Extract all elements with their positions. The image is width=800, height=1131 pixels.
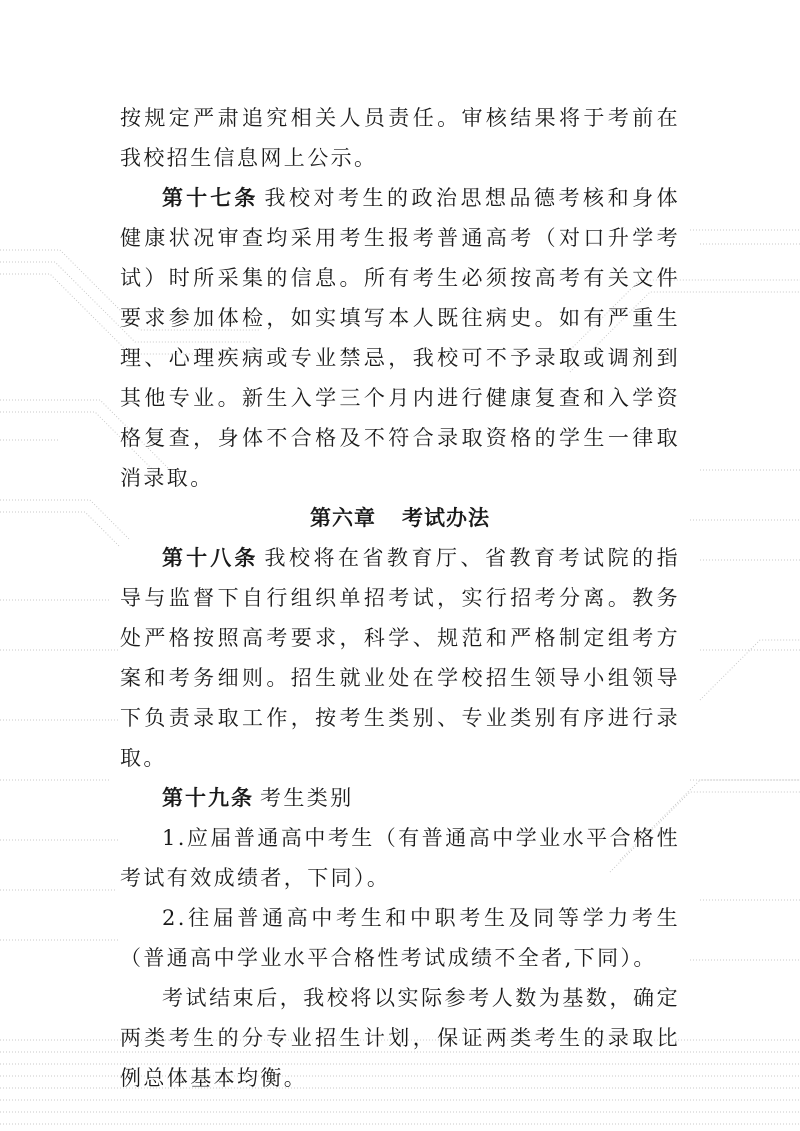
article-18 — [120, 538, 680, 778]
list-item-2: 2.往届普通高中考生和中职考生及同等学力考生（普通高中学业水平合格性考试成绩不全者,下同）。 — [120, 906, 680, 970]
continuation-paragraph: 按规定严肃追究相关人员责任。审核结果将于考前在我校招生信息网上公示。 — [120, 106, 680, 170]
article-18-text: 我校将在省教育厅、省教育考试院的指导与监督下自行组织单招考试，实行招考分离。教务处严格按照高考要求，科学、规范和严格制定组考方案和考务细则。招生就业处在学校招生领导小组领导下负责录取工作，按考生类别、专业类别有序进行录取。 — [120, 546, 680, 770]
article-17-label: 第十七条 — [162, 185, 259, 210]
chapter-number: 第六章 — [310, 505, 376, 530]
article-19-text: 考生类别 — [260, 786, 354, 810]
closing-paragraph: 考试结束后，我校将以实际参考人数为基数，确定两类考生的分专业招生计划，保证两类考生的录取比例总体基本均衡。 — [120, 986, 680, 1090]
article-18-label: 第十八条 — [162, 545, 259, 570]
list-item-1: 1.应届普通高中考生（有普通高中学业水平合格性考试有效成绩者，下同）。 — [120, 826, 680, 890]
article-17-text: 我校对考生的政治思想品德考核和身体健康状况审查均采用考生报考普通高考（对口升学考试）时所采集的信息。所有考生必须按高考有关文件要求参加体检，如实填写本人既往病史。如有严重生理、心理疾病或专业禁忌，我校可不予录取或调剂到其他专业。新生入学三个月内进行健康复查和入学资格复查，身体不合格及不符合录取资格的学生一律取消录取。 — [120, 186, 680, 490]
article-17 — [120, 178, 680, 498]
article-19 — [120, 778, 680, 818]
chapter-heading — [120, 498, 680, 538]
chapter-title: 考试办法 — [402, 505, 490, 530]
document-page — [120, 98, 680, 1098]
article-19-label: 第十九条 — [162, 785, 254, 810]
